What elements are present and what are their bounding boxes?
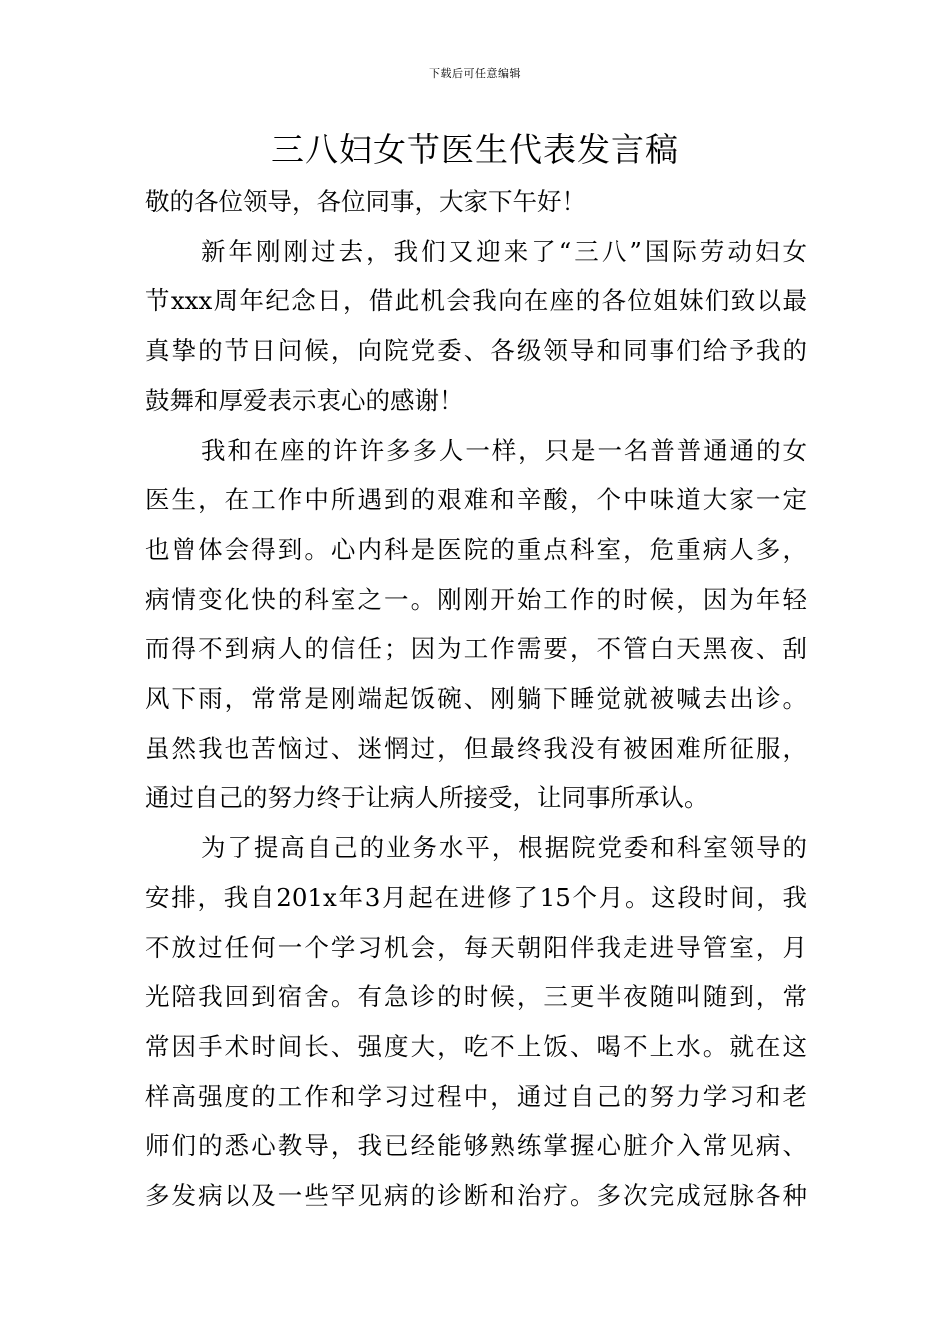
paragraph-1-line: 鼓舞和厚爱表示衷心的感谢！ (145, 385, 464, 415)
paragraph-2-line: 我和在座的许许多多人一样，只是一名普普通通的女 (201, 435, 807, 465)
paragraph-2-line: 而得不到病人的信任；因为工作需要，不管白天黑夜、刮 (145, 634, 807, 664)
paragraph-2-line: 病情变化快的科室之一。刚刚开始工作的时候，因为年轻 (145, 584, 807, 614)
paragraph-3-line: 安排，我自201x年3月起在进修了15个月。这段时间，我 (145, 882, 807, 912)
paragraph-1-line: 真挚的节日问候，向院党委、各级领导和同事们给予我的 (145, 336, 807, 366)
header-note: 下载后可任意编辑 (429, 67, 521, 80)
paragraph-3-line: 师们的悉心教导，我已经能够熟练掌握心脏介入常见病、 (145, 1131, 807, 1161)
paragraph-2-line: 也曾体会得到。心内科是医院的重点科室，危重病人多， (145, 534, 807, 564)
paragraph-2-line: 通过自己的努力终于让病人所接受，让同事所承认。 (145, 783, 709, 813)
paragraph-1-line: 新年刚刚过去，我们又迎来了“三八”国际劳动妇女 (201, 236, 807, 266)
paragraph-3-line: 样高强度的工作和学习过程中，通过自己的努力学习和老 (145, 1081, 807, 1111)
document-body (145, 177, 807, 1221)
paragraph-1-line: 节xxx周年纪念日，借此机会我向在座的各位姐妹们致以最 (145, 286, 807, 316)
greeting-line: 敬的各位领导，各位同事，大家下午好！ (145, 187, 586, 216)
paragraph-3-line: 不放过任何一个学习机会，每天朝阳伴我走进导管室，月 (145, 932, 807, 962)
paragraph-2-line: 风下雨，常常是刚端起饭碗、刚躺下睡觉就被喊去出诊。 (145, 684, 807, 714)
paragraph-2-line: 虽然我也苦恼过、迷惘过，但最终我没有被困难所征服， (145, 733, 807, 763)
paragraph-2-line: 医生，在工作中所遇到的艰难和辛酸，个中味道大家一定 (145, 485, 807, 515)
document-title: 三八妇女节医生代表发言稿 (271, 130, 679, 169)
paragraph-3-line: 多发病以及一些罕见病的诊断和治疗。多次完成冠脉各种 (145, 1181, 807, 1211)
paragraph-3-line: 为了提高自己的业务水平，根据院党委和科室领导的 (201, 833, 807, 863)
paragraph-3-line: 常因手术时间长、强度大，吃不上饭、喝不上水。就在这 (145, 1031, 807, 1061)
paragraph-3-line: 光陪我回到宿舍。有急诊的时候，三更半夜随叫随到，常 (145, 982, 807, 1012)
